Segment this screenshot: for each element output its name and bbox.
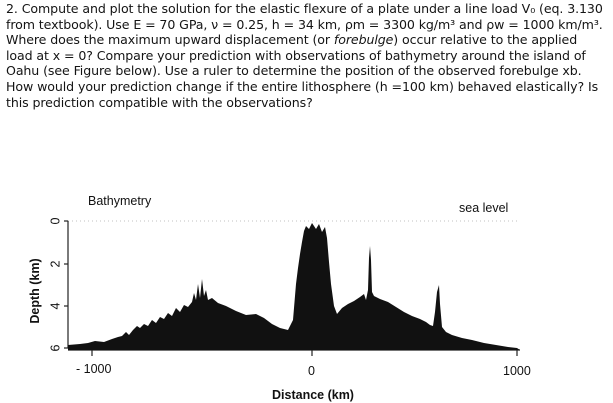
x-tick-label-0: 0 xyxy=(308,364,315,378)
y-tick-label-0: 0 xyxy=(48,217,63,225)
bathymetry-profile xyxy=(68,223,520,350)
plot-title: Bathymetry xyxy=(88,194,152,208)
x-axis-label: Distance (km) xyxy=(272,388,354,402)
x-tick-label-neg1000: - 1000 xyxy=(76,362,112,376)
y-tick-label-2: 2 xyxy=(48,260,63,268)
question-text-segment: Where does the maximum upward displacement (or xyxy=(6,32,334,48)
y-axis-label: Depth (km) xyxy=(28,258,42,324)
question-line: 2. Compute and plot the solution for the elastic flexure of a plate under a line load V₀ (eq. 3.130 xyxy=(6,1,603,16)
question-line: Oahu (see Figure below). Use a ruler to determine the position of the observed forebulge xb. xyxy=(6,63,582,79)
question-line xyxy=(6,32,606,48)
question-line: load at x = 0? Compare your prediction with observations of bathymetry around the island of xyxy=(6,47,586,63)
question-text-segment: ) occur relative to the applied xyxy=(393,32,578,48)
y-tick-label-6: 6 xyxy=(48,344,63,352)
forebulge-term: forebulge xyxy=(333,32,394,48)
question-line: How would your prediction change if the entire lithosphere (h =100 km) behaved elastically? Is xyxy=(6,78,599,94)
question-line: this prediction compatible with the observations? xyxy=(6,94,313,110)
sea-level-label: sea level xyxy=(459,201,509,215)
bathymetry-figure xyxy=(0,180,613,403)
question-line: from textbook). Use E = 70 GPa, ν = 0.25, h = 34 km, ρm = 3300 kg/m³ and ρw = 1000 km/m³. xyxy=(6,16,603,32)
question-text xyxy=(6,1,606,110)
y-tick-label-4: 4 xyxy=(48,302,63,310)
x-tick-label-1000: 1000 xyxy=(503,364,531,378)
